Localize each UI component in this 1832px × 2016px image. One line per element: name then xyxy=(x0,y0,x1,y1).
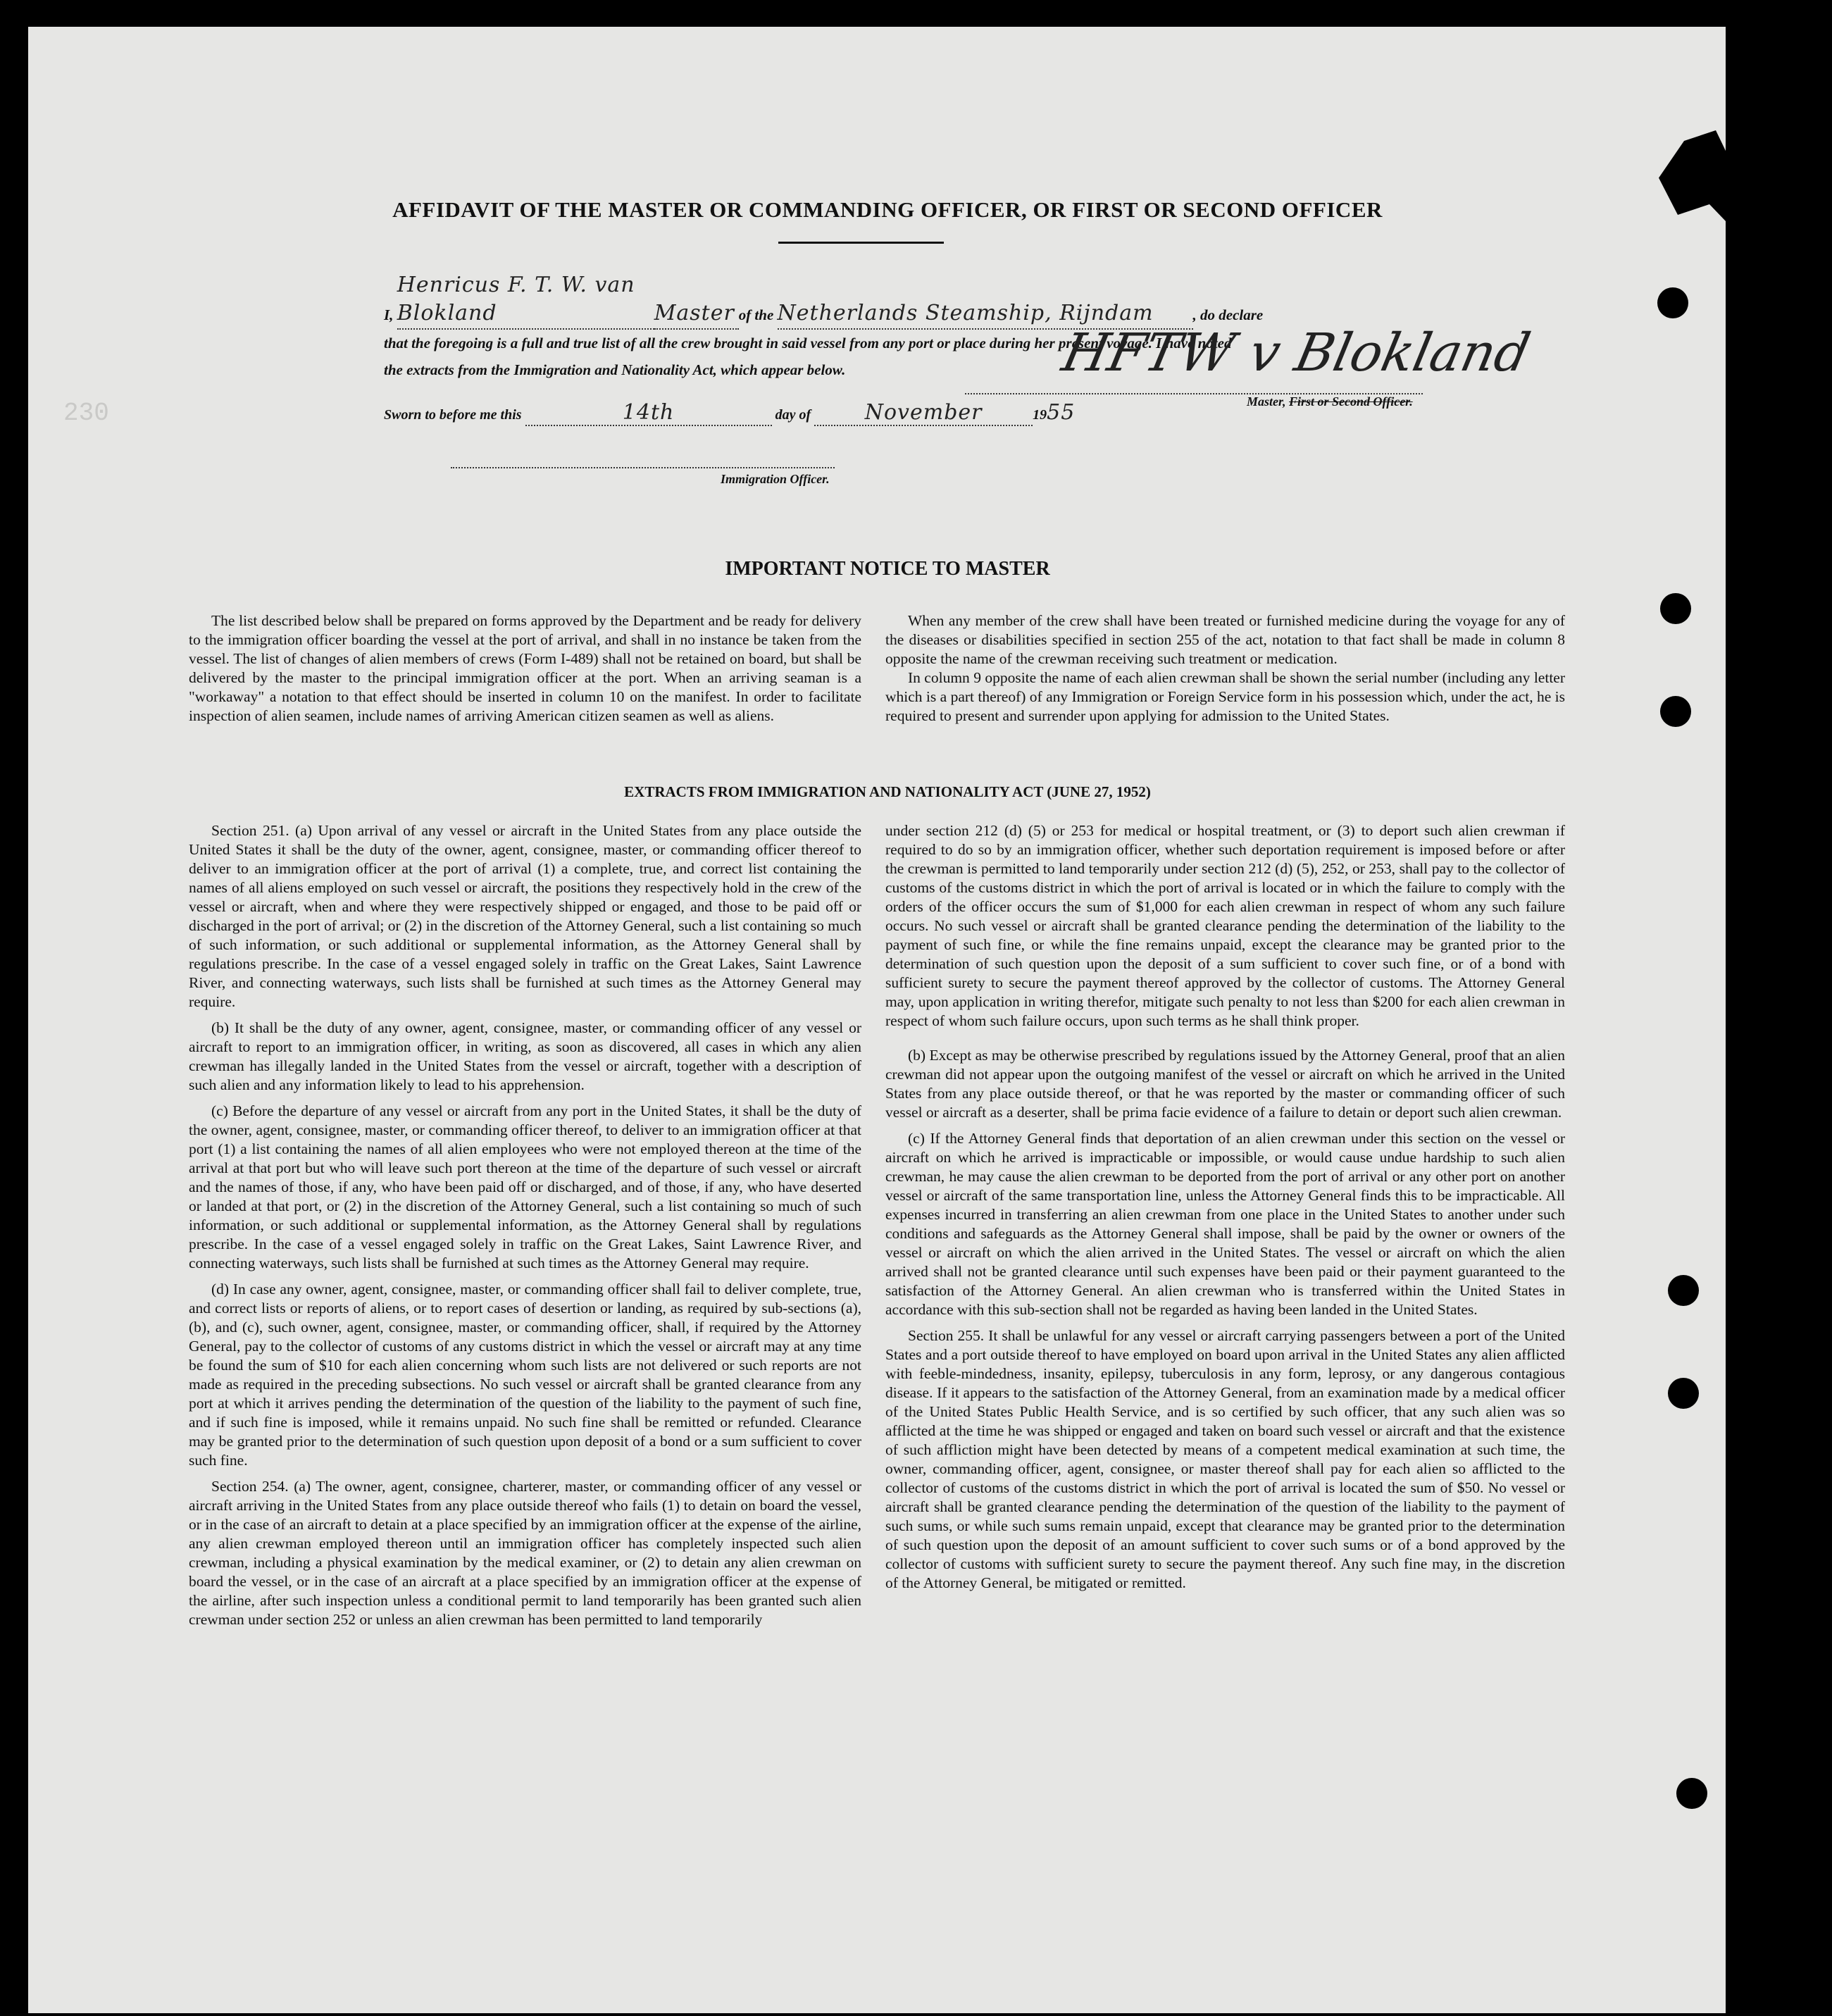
ghost-page-number: 230 xyxy=(63,399,109,428)
section-254-b: (b) Except as may be otherwise prescribed by regulations issued by the Attorney General, proof that an alien crewman did not appear upon the outgoing manifest of the vessel or aircraft on which he arrived in the United States from any place outside thereof, or that he was reported by the master or commanding officer of such vessel or aircraft as a deserter, shall be prima facie evidence of a failure to detain or deport such alien crewman. xyxy=(885,1047,1565,1121)
sworn-month: November xyxy=(864,400,983,425)
master-rank: Master xyxy=(654,301,735,325)
vessel-name: Netherlands Steamship, Rijndam xyxy=(777,301,1154,325)
extracts-left-column xyxy=(189,821,861,1636)
extracts-heading: EXTRACTS FROM IMMIGRATION AND NATIONALITY ACT (JUNE 27, 1952) xyxy=(624,783,1151,800)
extracts-right-column xyxy=(885,821,1565,1600)
sworn-label: Sworn to before me this xyxy=(384,407,522,423)
punch-hole xyxy=(1660,593,1691,624)
title-rule xyxy=(778,242,944,244)
punch-hole xyxy=(1676,1778,1707,1809)
notice-right-paragraph-1: When any member of the crew shall have been treated or furnished medicine during the voyage for any of the diseases or disabilities specified in section 255 of the act, notation to that fact shall be made in column 8 opposite the name of the crewman receiving such treatment or medication. xyxy=(885,612,1565,667)
master-label-text: Master, xyxy=(1247,394,1290,409)
punch-hole xyxy=(1657,287,1688,318)
section-255: Section 255. It shall be unlawful for any vessel or aircraft carrying passengers between a port of the United States and a port outside thereof to have employed on board upon arrival in the United States any alien afflicted with feeble-mindedness, insanity, epilepsy, tuberculosis in any form, leprosy, or any dangerous contagious disease. If it appears to the satisfaction of the Attorney General, from an examination made by a medical officer of the United States Public Health Service, and is so certified by such officer, that any such alien was so afflicted at the time he was shipped or engaged and taken on board such vessel or aircraft and that the existence of such affliction might have been detected by means of a competent medical examination at such time, the owner, commanding officer, agent, consignee, or master thereof shall pay for each alien so afflicted to the collector of customs of the customs district in which the port of arrival is located the sum of $50. No vessel or aircraft shall be granted clearance pending the determination of the question of the liability to the payment of such sums, or while such sums remain unpaid, except that clearance may be granted prior to the determination of such question upon the deposit of an amount sufficient to cover such sums or of a bond approved by the collector of customs with sufficient surety to secure the payment thereof. Any such fine may, in the discretion of the Attorney General, be mitigated or remitted. xyxy=(885,1327,1565,1591)
declaration-prefix: I, xyxy=(384,306,394,323)
notice-left-paragraph: The list described below shall be prepared on forms approved by the Department and be ready for delivery to the immigration officer boarding the vessel at the port of arrival, and shall in no instance be taken from the vessel. The list of changes of alien members of crews (Form I-489) shall not be retained on board, but shall be delivered by the master to the principal immigration officer at the port. When an arriving seaman is a "workaway" a notation to that effect should be inserted in column 10 on the manifest. In order to facilitate inspection of alien seamen, include names of arriving American citizen seamen as well as aliens. xyxy=(189,612,861,724)
declaration-suffix: , do declare xyxy=(1192,306,1264,323)
declaration-line-2: that the foregoing is a full and true list of all the crew brought in said vessel from any port or place during her present voyage. I have noted xyxy=(384,335,1232,351)
notice-right-paragraph-2: In column 9 opposite the name of each alien crewman shall be shown the serial number (including any letter which is a part thereof) of any Immigration or Foreign Service form in his possession which, under the act, he is required to present and surrender upon applying for admission to the United States. xyxy=(885,669,1565,724)
sworn-day: 14th xyxy=(622,400,675,425)
section-251-a: Section 251. (a) Upon arrival of any vessel or aircraft in the United States from any place outside the United States it shall be the duty of the owner, agent, consignee, master, or commanding officer thereof to deliver to an immigration officer at the port of arrival (1) a complete, true, and correct list containing the names of all aliens employed on such vessel or aircraft, the positions they respectively hold in the crew of the vessel or aircraft, when and where they were respectively shipped or engaged, and those to be paid off or discharged in the port of arrival; or (2) in the discretion of the Attorney General, such a list containing so much of such information, or such additional or supplemental information, as the Attorney General shall by regulations prescribe. In the case of a vessel engaged solely in traffic on the Great Lakes, Saint Lawrence River, and connecting waterways, such lists shall be furnished at such times as the Attorney General may require. xyxy=(189,822,861,1010)
punch-hole xyxy=(1668,1378,1699,1409)
master-signature: HFTW v Blokland xyxy=(1057,323,1535,383)
master-name: Henricus F. T. W. van Blokland xyxy=(397,273,635,325)
of-the-label: of the xyxy=(738,306,774,323)
document-page xyxy=(28,27,1726,2013)
declaration-line-3: the extracts from the Immigration and Nationality Act, which appear below. xyxy=(384,361,846,378)
immigration-officer-label: Immigration Officer. xyxy=(721,472,830,486)
sworn-year: 55 xyxy=(1047,400,1076,425)
notice-heading: IMPORTANT NOTICE TO MASTER xyxy=(725,558,1050,580)
notice-left-column xyxy=(189,611,861,733)
punch-hole xyxy=(1668,1275,1699,1306)
day-of-label: day of xyxy=(775,407,811,423)
year-prefix: 19 xyxy=(1033,407,1047,423)
immigration-officer-line xyxy=(451,467,835,468)
struck-officer-label: First or Second Officer. xyxy=(1289,394,1413,409)
declaration-line-1 xyxy=(384,272,1444,330)
section-251-c: (c) Before the departure of any vessel or aircraft from any port in the United States, it shall be the duty of the owner, agent, consignee, master, or commanding officer thereof, to deliver to an immigration officer at that port (1) a list containing the names of all alien employees who were not employed thereon at the time of the arrival at that port but who will leave such port thereon at the time of the departure of such vessel or aircraft and the names of those, if any, who have been paid off or discharged, and of those, if any, who have deserted or landed at that port, or (2) in the discretion of the Attorney General, such a list containing so much of such information, or such additional or supplemental information, as the Attorney General shall by regulations prescribe. In the case of a vessel engaged solely in traffic on the Great Lakes, Saint Lawrence River, and connecting waterways, such lists shall be furnished at such times as the Attorney General may require. xyxy=(189,1102,861,1271)
section-251-b: (b) It shall be the duty of any owner, agent, consignee, master, or commanding officer of any vessel or aircraft to report to an immigration officer, in writing, as soon as discovered, all cases in which any alien crewman has illegally landed in the United States from the vessel or aircraft, together with a description of such alien and any information likely to lead to his apprehension. xyxy=(189,1019,861,1093)
sworn-line xyxy=(384,400,1454,426)
section-254-a-continued: under section 212 (d) (5) or 253 for medical or hospital treatment, or (3) to deport such alien crewman if required to do so by an immigration officer, whether such deportation requirement is imposed before or after the crewman is permitted to land temporarily under section 212 (d) (5), 252, or 253, shall pay to the collector of customs of the customs district in which the port of arrival is located or in which the failure to comply with the orders of the officer occurs the sum of $1,000 for each alien crewman in respect of whom any such failure occurs. No such vessel or aircraft shall be granted clearance pending the determination of the liability to the payment of such fine, or while the fine remains unpaid, except the clearance may be granted prior to the determination of such question upon the deposit of a sum sufficient to cover such fine, or of a bond with sufficient surety to secure the payment thereof approved by the collector of customs. The Attorney General may, upon application in writing therefor, mitigate such penalty to not less than $200 for each alien crewman in respect of whom such failure occurs, upon such terms as he shall think proper. xyxy=(885,822,1565,1029)
section-254-a: Section 254. (a) The owner, agent, consignee, charterer, master, or commanding officer of any vessel or aircraft arriving in the United States from any place outside thereof who fails (1) to detain on board the vessel, or in the case of an aircraft to detain at a place specified by an immigration officer at the expense of the airline, any alien crewman employed thereon until an immigration officer has completely inspected such alien crewman, including a physical examination by the medical examiner, or (2) to detain any alien crewman on board the vessel, or in the case of an aircraft at a place specified by an immigration officer at the expense of the airline, after such inspection unless a conditional permit to land temporarily has been granted such alien crewman under section 252 or unless an alien crewman has been permitted to land temporarily xyxy=(189,1478,861,1628)
section-254-c: (c) If the Attorney General finds that deportation of an alien crewman under this section on the vessel or aircraft on which he arrived is impracticable or impossible, or would cause undue hardship to such alien crewman, he may cause the alien crewman to be deported from the port of arrival or any other port on another vessel or aircraft of the same transportation line, unless the Attorney General finds this to be impracticable. All expenses incurred in transferring an alien crewman from one place in the United States to another under such conditions and safeguards as the Attorney General shall impose, shall be paid by the owner or owners of the vessel or aircraft on which the alien arrived in the United States. The vessel or aircraft on which the alien arrived shall not be granted clearance until such expenses have been paid or their payment guaranteed to the satisfaction of the Attorney General. An alien crewman who is transferred within the United States in accordance with this sub-section shall not be regarded as having been landed in the United States. xyxy=(885,1130,1565,1318)
notice-right-column xyxy=(885,611,1565,733)
section-251-d: (d) In case any owner, agent, consignee, master, or commanding officer shall fail to deliver complete, true, and correct lists or reports of aliens, or to report cases of desertion or landing, as required by sub-sections (a), (b), and (c), such owner, agent, consignee, master, or commanding officer, shall, if required by the Attorney General, pay to the collector of customs of any customs district in which the vessel or aircraft may at any time be found the sum of $10 for each alien concerning whom such lists are not delivered or such reports are not made as required in the preceding subsections. No such vessel or aircraft shall be granted clearance from any port at which it arrives pending the determination of the question of the liability to the payment of such fine, and if such fine is imposed, while it remains unpaid. No such fine shall be remitted or refunded. Clearance may be granted prior to the determination of such question upon deposit of a bond or a sum sufficient to cover such fine. xyxy=(189,1281,861,1469)
punch-hole xyxy=(1660,696,1691,727)
affidavit-title: AFFIDAVIT OF THE MASTER OR COMMANDING OFFICER, OR FIRST OR SECOND OFFICER xyxy=(392,197,1383,222)
